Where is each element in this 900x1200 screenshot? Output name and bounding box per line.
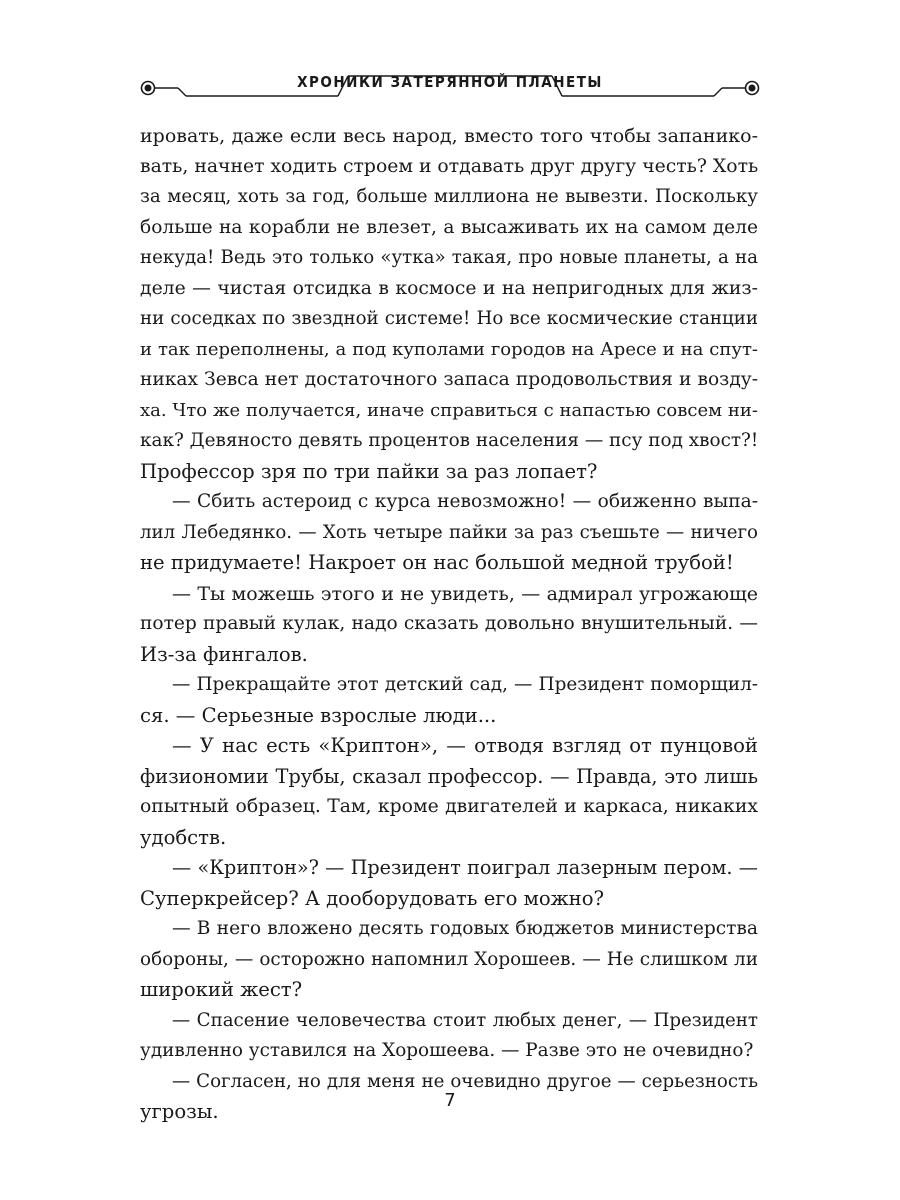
text-line: потер правый кулак, надо сказать довольно внушительный. — — [140, 613, 758, 634]
running-header — [138, 70, 762, 106]
text-line: ся. — Серьезные взрослые люди... — [140, 703, 497, 727]
text-line: никах Зевса нет достаточного запаса продовольствия и возду- — [140, 369, 758, 390]
text-line: как? Девяносто девять процентов населения — псу под хвост?! — [140, 430, 758, 451]
text-line: — Спасение человечества стоит любых денег, — Президент — [172, 1009, 758, 1031]
body-text — [140, 121, 758, 1128]
text-line: удивленно уставился на Хорошеева. — Разве это не очевидно? — [140, 1040, 754, 1061]
text-line: Из-за фингалов. — [140, 642, 308, 666]
text-line: больше на корабли не влезет, а высаживать их на самом деле — [140, 216, 758, 238]
text-line: Профессор зря по три пайки за раз лопает? — [140, 459, 598, 483]
text-line: за месяц, хоть за год, больше миллиона не вывезти. Поскольку — [140, 186, 758, 207]
text-line: и так переполнены, а под куполами городов на Аресе и на спут- — [140, 338, 758, 360]
text-line: лил Лебедянко. — Хоть четыре пайки за раз съешьте — ничего — [140, 521, 758, 543]
text-line: — Согласен, но для меня не очевидно другое — серьезность — [172, 1070, 758, 1092]
text-line: ха. Что же получается, иначе справиться с напастью совсем ни- — [140, 399, 758, 421]
text-line: — У нас есть «Криптон», — отводя взгляд от пунцовой — [172, 734, 758, 757]
text-line: деле — чистая отсидка в космосе и на непригодных для жиз- — [140, 277, 758, 299]
text-line: ировать, даже если весь народ, вместо того чтобы запанико- — [140, 125, 758, 147]
text-line: опытный образец. Там, кроме двигателей и каркаса, никаких — [140, 796, 758, 817]
text-line: широкий жест? — [140, 978, 303, 1001]
text-line: — В него вложено десять годовых бюджетов министерства — [172, 918, 758, 939]
text-line: угрозы. — [140, 1100, 219, 1123]
text-line: Суперкрейсер? А дооборудовать его можно? — [140, 886, 605, 910]
text-line: — Ты можешь этого и не увидеть, — адмирал угрожающе — [172, 582, 758, 605]
text-line: — Сбить астероид с курса невозможно! — обиженно выпа- — [172, 491, 758, 512]
text-line: обороны, — осторожно напомнил Хорошеев. — Не слишком ли — [140, 948, 758, 970]
text-line: вать, начнет ходить строем и отдавать друг другу честь? Хоть — [140, 155, 758, 177]
text-line: удобств. — [140, 825, 227, 849]
text-line: ни соседках по звездной системе! Но все космические станции — [140, 308, 758, 329]
text-line: — Прекращайте этот детский сад, — Президент поморщил- — [172, 674, 758, 695]
book-title: ХРОНИКИ ЗАТЕРЯННОЙ ПЛАНЕТЫ — [297, 73, 603, 91]
text-line: физиономии Трубы, сказал профессор. — Правда, это лишь — [140, 764, 758, 788]
text-line: — «Криптон»? — Президент поиграл лазерным пером. — — [172, 856, 758, 879]
page-number: 7 — [444, 1090, 456, 1111]
text-line: не придумаете! Накроет он нас большой медной трубой! — [140, 551, 734, 574]
text-line: некуда! Ведь это только «утка» такая, про новые планеты, а на — [140, 247, 758, 268]
